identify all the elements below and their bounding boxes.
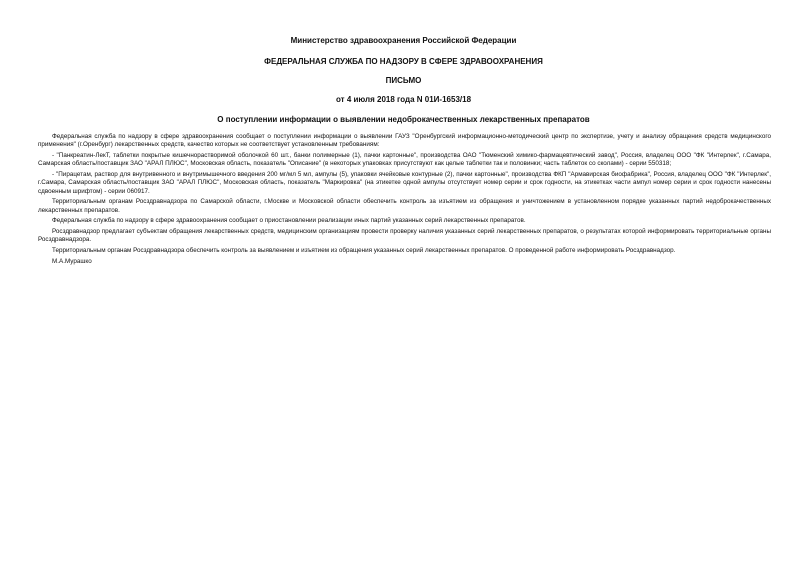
body-paragraph: Территориальным органам Росздравнадзора обеспечить контроль за выявлением и изъятием из обращения указанных серий лекарственных препаратов. О проведенной работе информировать Росздравнадзор. bbox=[52, 247, 676, 254]
body-paragraph: Росздравнадзор предлагает субъектам обращения лекарственных средств, медицинским организациям провести проверку наличия указанных серий лекарственных препаратов, о результатах которой информировать территориальные органы Росздравнадзора. bbox=[38, 228, 771, 244]
service-heading: ФЕДЕРАЛЬНАЯ СЛУЖБА ПО НАДЗОРУ В СФЕРЕ ЗДРАВООХРАНЕНИЯ bbox=[264, 57, 543, 66]
document-type: ПИСЬМО bbox=[385, 76, 422, 85]
document-date-number: от 4 июля 2018 года N 01И-1653/18 bbox=[335, 95, 472, 104]
signature: М.А.Мурашко bbox=[52, 257, 92, 265]
document-subject: О поступлении информации о выявлении недоброкачественных лекарственных препаратов bbox=[217, 115, 590, 124]
ministry-heading: Министерство здравоохранения Российской Федерации bbox=[290, 36, 517, 45]
body-paragraph: Федеральная служба по надзору в сфере здравоохранения сообщает о поступлении информации о выявлении ГАУЗ "Оренбургский информационно-методический центр по экспертизе, учету и анализу обращения средств медицинского применения" (г.Оренбург) лекарственных средств, качество которых не соответствует установленным требованиям: bbox=[38, 133, 771, 149]
body-paragraph: Территориальным органам Росздравнадзора по Самарской области, г.Москве и Московской области обеспечить контроль за изъятием из обращения и уничтожением в установленном порядке указанных партий недоброкачественных лекарственных препаратов. bbox=[38, 198, 771, 214]
letter-body bbox=[38, 133, 771, 268]
body-paragraph: - "Пирацетам, раствор для внутривенного и внутримышечного введения 200 мг/мл 5 мл, ампулы (5), упаковки ячейковые контурные (2), пачки картонные", производства ФКП "Армавирская биофабрика", Россия, владелец ООО "ФК "Интерлек", г.Самара, Самарская область/поставщик ЗАО "АРАЛ ПЛЮС", Московская область, показатель "Маркировка" (на этикетке одной ампулы отсутствует номер серии и срок годности, на этикетках части ампул номер серии и срок годности нанесены сдвоенным шрифтом) - серии 060917. bbox=[38, 171, 771, 195]
body-paragraph: Федеральная служба по надзору в сфере здравоохранения сообщает о приостановлении реализации иных партий указанных серий лекарственных препаратов. bbox=[52, 217, 526, 225]
body-paragraph: - "Панкреатин-ЛекТ, таблетки покрытые кишечнорастворимой оболочкой 60 шт., банки полимерные (1), пачки картонные", производства ОАО "Тюменский химико-фармацевтический завод", Россия, владелец ООО "ФК "Интерлек", г.Самара, Самарская область/поставщик ЗАО "АРАЛ ПЛЮС", Московская область, показатель "Описание" (в некоторых упаковках присутствуют как целые таблетки так и половинки; часть таблеток со сколами) - серии 550318; bbox=[38, 152, 771, 168]
